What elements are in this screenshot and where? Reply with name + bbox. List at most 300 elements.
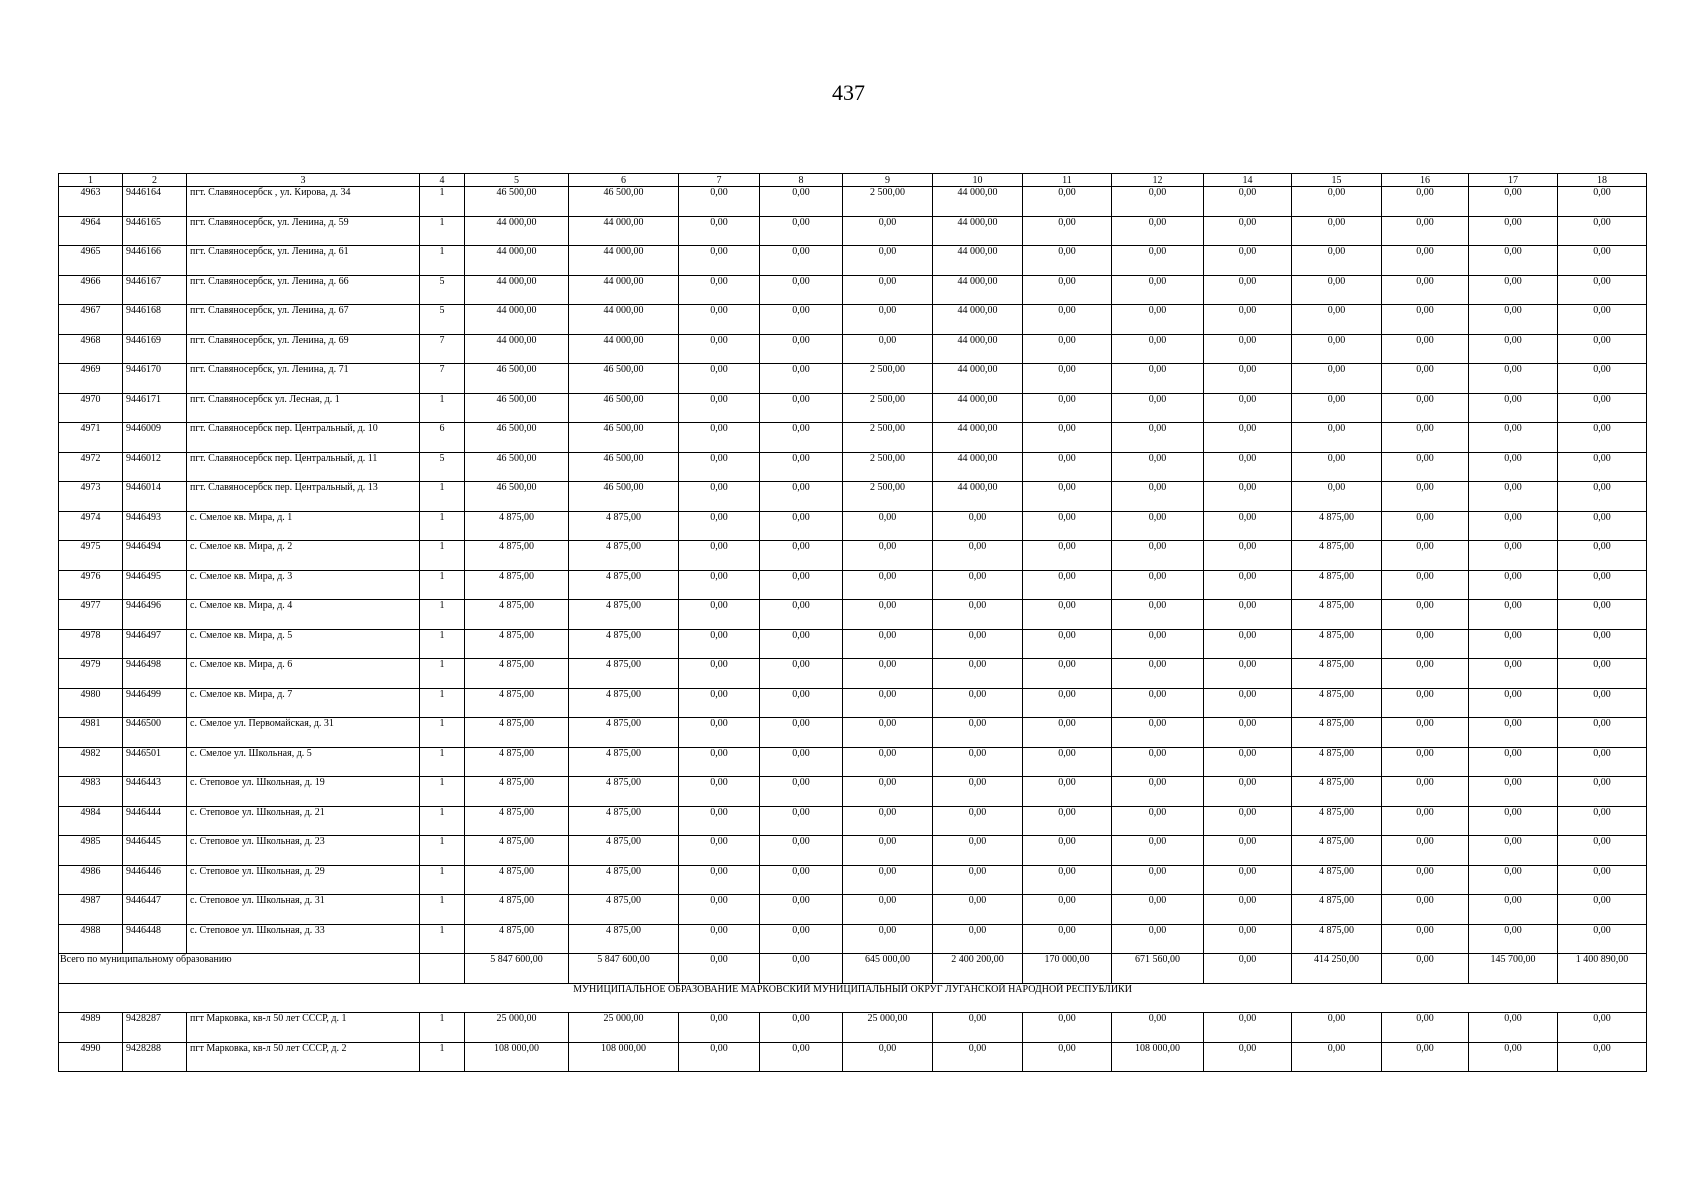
- value-cell: 108 000,00: [465, 1042, 569, 1072]
- value-cell: 0,00: [1382, 423, 1469, 453]
- value-cell: 0,00: [760, 659, 843, 689]
- table-row: [59, 364, 1647, 394]
- value-cell: 1: [420, 393, 465, 423]
- total-value-cell: 0,00: [760, 954, 843, 984]
- value-cell: 46 500,00: [569, 364, 679, 394]
- value-cell: 25 000,00: [465, 1013, 569, 1043]
- value-cell: 46 500,00: [569, 187, 679, 217]
- value-cell: 0,00: [1023, 659, 1112, 689]
- row-number-cell: 4984: [59, 806, 123, 836]
- value-cell: 4 875,00: [569, 688, 679, 718]
- value-cell: 0,00: [1292, 364, 1382, 394]
- value-cell: 0,00: [1382, 747, 1469, 777]
- row-number-cell: 4983: [59, 777, 123, 807]
- value-cell: 0,00: [1023, 747, 1112, 777]
- value-cell: 0,00: [760, 393, 843, 423]
- value-cell: 44 000,00: [465, 246, 569, 276]
- address-cell: с. Смелое кв. Мира, д. 1: [187, 511, 420, 541]
- code-cell: 9446448: [123, 924, 187, 954]
- value-cell: 0,00: [1112, 423, 1204, 453]
- value-cell: 4 875,00: [569, 511, 679, 541]
- value-cell: 0,00: [679, 334, 760, 364]
- value-cell: 4 875,00: [569, 570, 679, 600]
- address-cell: с. Степовое ул. Школьная, д. 31: [187, 895, 420, 925]
- table-row: [59, 393, 1647, 423]
- value-cell: 0,00: [1023, 216, 1112, 246]
- value-cell: 0,00: [1204, 452, 1292, 482]
- value-cell: 0,00: [1469, 393, 1558, 423]
- value-cell: 0,00: [1023, 275, 1112, 305]
- value-cell: 0,00: [1023, 806, 1112, 836]
- value-cell: 44 000,00: [465, 305, 569, 335]
- value-cell: 1: [420, 777, 465, 807]
- value-cell: 2 500,00: [843, 393, 933, 423]
- value-cell: 0,00: [679, 1042, 760, 1072]
- value-cell: 0,00: [1558, 1042, 1647, 1072]
- value-cell: 0,00: [760, 777, 843, 807]
- column-header: 15: [1292, 174, 1382, 187]
- value-cell: 0,00: [1469, 718, 1558, 748]
- code-cell: 9446498: [123, 659, 187, 689]
- value-cell: 4 875,00: [465, 688, 569, 718]
- row-number-cell: 4990: [59, 1042, 123, 1072]
- value-cell: 0,00: [1558, 246, 1647, 276]
- value-cell: 1: [420, 895, 465, 925]
- section-title-row: [59, 983, 1647, 1013]
- value-cell: 0,00: [1112, 718, 1204, 748]
- value-cell: 0,00: [843, 334, 933, 364]
- value-cell: 0,00: [1112, 305, 1204, 335]
- value-cell: 46 500,00: [569, 452, 679, 482]
- value-cell: 0,00: [1469, 1013, 1558, 1043]
- value-cell: 0,00: [1023, 1042, 1112, 1072]
- code-cell: 9446443: [123, 777, 187, 807]
- value-cell: 44 000,00: [933, 246, 1023, 276]
- address-cell: с. Степовое ул. Школьная, д. 29: [187, 865, 420, 895]
- value-cell: 0,00: [933, 541, 1023, 571]
- table-row: [59, 747, 1647, 777]
- value-cell: 0,00: [760, 364, 843, 394]
- value-cell: 0,00: [760, 570, 843, 600]
- value-cell: 0,00: [843, 659, 933, 689]
- value-cell: 0,00: [1469, 865, 1558, 895]
- value-cell: 0,00: [1023, 570, 1112, 600]
- value-cell: 0,00: [933, 895, 1023, 925]
- value-cell: 0,00: [1112, 629, 1204, 659]
- value-cell: 0,00: [1382, 777, 1469, 807]
- address-cell: пгт Марковка, кв-л 50 лет СССР, д. 2: [187, 1042, 420, 1072]
- value-cell: 0,00: [760, 187, 843, 217]
- value-cell: 0,00: [1292, 275, 1382, 305]
- value-cell: 0,00: [1382, 1042, 1469, 1072]
- code-cell: 9446165: [123, 216, 187, 246]
- value-cell: 0,00: [1558, 364, 1647, 394]
- row-number-cell: 4972: [59, 452, 123, 482]
- value-cell: 4 875,00: [569, 629, 679, 659]
- value-cell: 0,00: [1292, 305, 1382, 335]
- value-cell: 0,00: [679, 216, 760, 246]
- row-number-cell: 4973: [59, 482, 123, 512]
- value-cell: 0,00: [1558, 865, 1647, 895]
- value-cell: 4 875,00: [465, 659, 569, 689]
- value-cell: 0,00: [1023, 865, 1112, 895]
- value-cell: 0,00: [760, 1042, 843, 1072]
- value-cell: 0,00: [1204, 305, 1292, 335]
- value-cell: 4 875,00: [569, 718, 679, 748]
- value-cell: 0,00: [1558, 806, 1647, 836]
- column-header: 14: [1204, 174, 1292, 187]
- value-cell: 0,00: [760, 246, 843, 276]
- value-cell: 4 875,00: [465, 541, 569, 571]
- value-cell: 0,00: [1558, 924, 1647, 954]
- value-cell: 0,00: [1558, 482, 1647, 512]
- value-cell: 0,00: [843, 216, 933, 246]
- table-row: [59, 511, 1647, 541]
- value-cell: 0,00: [1382, 1013, 1469, 1043]
- value-cell: 0,00: [1469, 246, 1558, 276]
- value-cell: 0,00: [760, 747, 843, 777]
- address-cell: с. Смелое кв. Мира, д. 6: [187, 659, 420, 689]
- value-cell: 0,00: [933, 747, 1023, 777]
- value-cell: 0,00: [1382, 364, 1469, 394]
- value-cell: 4 875,00: [569, 924, 679, 954]
- column-header: 5: [465, 174, 569, 187]
- value-cell: 0,00: [1112, 865, 1204, 895]
- value-cell: 0,00: [679, 629, 760, 659]
- value-cell: 0,00: [1204, 747, 1292, 777]
- value-cell: 0,00: [1469, 187, 1558, 217]
- value-cell: 0,00: [1112, 246, 1204, 276]
- value-cell: 0,00: [1292, 452, 1382, 482]
- value-cell: 1: [420, 600, 465, 630]
- value-cell: 0,00: [1204, 688, 1292, 718]
- value-cell: 0,00: [933, 659, 1023, 689]
- value-cell: 0,00: [1558, 629, 1647, 659]
- row-number-cell: 4985: [59, 836, 123, 866]
- value-cell: 0,00: [1382, 924, 1469, 954]
- value-cell: 0,00: [1112, 777, 1204, 807]
- value-cell: 0,00: [1204, 187, 1292, 217]
- table-row: [59, 600, 1647, 630]
- value-cell: 0,00: [1112, 836, 1204, 866]
- table-row: [59, 246, 1647, 276]
- page-number: 437: [832, 80, 865, 105]
- value-cell: 0,00: [1023, 187, 1112, 217]
- value-cell: 0,00: [1204, 364, 1292, 394]
- value-cell: 0,00: [1558, 305, 1647, 335]
- value-cell: 0,00: [843, 275, 933, 305]
- column-header: 9: [843, 174, 933, 187]
- address-cell: с. Смелое ул. Школьная, д. 5: [187, 747, 420, 777]
- total-label: Всего по муниципальному образованию: [59, 954, 420, 984]
- value-cell: 0,00: [760, 718, 843, 748]
- value-cell: 0,00: [1204, 659, 1292, 689]
- value-cell: 0,00: [1292, 423, 1382, 453]
- value-cell: 0,00: [1112, 924, 1204, 954]
- column-header: 1: [59, 174, 123, 187]
- value-cell: 0,00: [1023, 452, 1112, 482]
- value-cell: 0,00: [679, 187, 760, 217]
- value-cell: 0,00: [760, 305, 843, 335]
- value-cell: 44 000,00: [569, 246, 679, 276]
- row-number-cell: 4980: [59, 688, 123, 718]
- value-cell: 0,00: [1204, 718, 1292, 748]
- value-cell: 44 000,00: [569, 305, 679, 335]
- value-cell: 0,00: [1469, 600, 1558, 630]
- value-cell: 0,00: [679, 895, 760, 925]
- value-cell: 0,00: [1382, 659, 1469, 689]
- value-cell: 4 875,00: [465, 777, 569, 807]
- registry-table: [58, 173, 1647, 1072]
- value-cell: 0,00: [1023, 777, 1112, 807]
- value-cell: 0,00: [760, 836, 843, 866]
- value-cell: 0,00: [760, 895, 843, 925]
- value-cell: 4 875,00: [465, 806, 569, 836]
- value-cell: 4 875,00: [569, 600, 679, 630]
- value-cell: 1: [420, 216, 465, 246]
- total-value-cell: 645 000,00: [843, 954, 933, 984]
- code-cell: 9446499: [123, 688, 187, 718]
- value-cell: 0,00: [933, 1042, 1023, 1072]
- value-cell: 0,00: [1382, 511, 1469, 541]
- value-cell: 0,00: [1558, 452, 1647, 482]
- value-cell: 44 000,00: [933, 452, 1023, 482]
- column-header: 3: [187, 174, 420, 187]
- value-cell: 44 000,00: [933, 423, 1023, 453]
- value-cell: 44 000,00: [933, 305, 1023, 335]
- value-cell: 0,00: [1469, 541, 1558, 571]
- value-cell: 0,00: [1023, 688, 1112, 718]
- value-cell: 0,00: [1558, 423, 1647, 453]
- value-cell: 0,00: [1558, 600, 1647, 630]
- value-cell: 0,00: [1469, 688, 1558, 718]
- value-cell: 44 000,00: [933, 393, 1023, 423]
- value-cell: 0,00: [679, 688, 760, 718]
- value-cell: 1: [420, 541, 465, 571]
- value-cell: 0,00: [1023, 924, 1112, 954]
- address-cell: пгт. Славяносербск пер. Центральный, д. 11: [187, 452, 420, 482]
- value-cell: 0,00: [1204, 482, 1292, 512]
- value-cell: 0,00: [1023, 836, 1112, 866]
- value-cell: 4 875,00: [1292, 806, 1382, 836]
- row-number-cell: 4978: [59, 629, 123, 659]
- row-number-cell: 4967: [59, 305, 123, 335]
- value-cell: 0,00: [679, 777, 760, 807]
- table-row: [59, 806, 1647, 836]
- value-cell: 44 000,00: [569, 334, 679, 364]
- value-cell: 0,00: [679, 393, 760, 423]
- value-cell: 0,00: [1023, 1013, 1112, 1043]
- value-cell: 0,00: [1382, 305, 1469, 335]
- value-cell: 0,00: [679, 1013, 760, 1043]
- address-cell: с. Степовое ул. Школьная, д. 23: [187, 836, 420, 866]
- value-cell: 0,00: [1204, 895, 1292, 925]
- value-cell: 4 875,00: [569, 895, 679, 925]
- value-cell: 0,00: [1112, 452, 1204, 482]
- value-cell: 0,00: [933, 718, 1023, 748]
- value-cell: 0,00: [760, 216, 843, 246]
- value-cell: 0,00: [1292, 187, 1382, 217]
- value-cell: 0,00: [1204, 806, 1292, 836]
- value-cell: 0,00: [843, 305, 933, 335]
- code-cell: 9446447: [123, 895, 187, 925]
- column-header: 16: [1382, 174, 1469, 187]
- address-cell: пгт. Славяносербск, ул. Ленина, д. 71: [187, 364, 420, 394]
- value-cell: 0,00: [843, 924, 933, 954]
- value-cell: 0,00: [1382, 246, 1469, 276]
- table-row: [59, 924, 1647, 954]
- value-cell: 0,00: [933, 806, 1023, 836]
- value-cell: 0,00: [679, 570, 760, 600]
- code-cell: 9446445: [123, 836, 187, 866]
- value-cell: 0,00: [1382, 836, 1469, 866]
- value-cell: 0,00: [1469, 364, 1558, 394]
- value-cell: 0,00: [1469, 659, 1558, 689]
- section-title: МУНИЦИПАЛЬНОЕ ОБРАЗОВАНИЕ МАРКОВСКИЙ МУНИЦИПАЛЬНЫЙ ОКРУГ ЛУГАНСКОЙ НАРОДНОЙ РЕСПУБЛИКИ: [59, 983, 1647, 1013]
- value-cell: 0,00: [1558, 541, 1647, 571]
- value-cell: 0,00: [1204, 423, 1292, 453]
- table-row: [59, 1013, 1647, 1043]
- value-cell: 1: [420, 836, 465, 866]
- value-cell: 0,00: [843, 895, 933, 925]
- table-row: [59, 777, 1647, 807]
- value-cell: 44 000,00: [569, 275, 679, 305]
- value-cell: 44 000,00: [933, 216, 1023, 246]
- address-cell: с. Смелое кв. Мира, д. 3: [187, 570, 420, 600]
- value-cell: 4 875,00: [1292, 629, 1382, 659]
- value-cell: 0,00: [843, 570, 933, 600]
- value-cell: 0,00: [1112, 747, 1204, 777]
- value-cell: 0,00: [1558, 895, 1647, 925]
- value-cell: 1: [420, 718, 465, 748]
- value-cell: 0,00: [1382, 452, 1469, 482]
- code-cell: 9446494: [123, 541, 187, 571]
- row-number-cell: 4965: [59, 246, 123, 276]
- value-cell: 0,00: [1382, 275, 1469, 305]
- value-cell: 4 875,00: [569, 865, 679, 895]
- value-cell: 0,00: [1023, 393, 1112, 423]
- value-cell: 0,00: [843, 865, 933, 895]
- code-cell: 9446500: [123, 718, 187, 748]
- value-cell: 44 000,00: [933, 275, 1023, 305]
- value-cell: 0,00: [1292, 1013, 1382, 1043]
- value-cell: 0,00: [1558, 718, 1647, 748]
- value-cell: 0,00: [1204, 924, 1292, 954]
- row-number-cell: 4974: [59, 511, 123, 541]
- table-row: [59, 659, 1647, 689]
- code-cell: 9446495: [123, 570, 187, 600]
- value-cell: 0,00: [1112, 688, 1204, 718]
- total-value-cell: 0,00: [1382, 954, 1469, 984]
- value-cell: 1: [420, 688, 465, 718]
- value-cell: 1: [420, 747, 465, 777]
- value-cell: 0,00: [679, 600, 760, 630]
- value-cell: 0,00: [1023, 482, 1112, 512]
- row-number-cell: 4970: [59, 393, 123, 423]
- table-row: [59, 629, 1647, 659]
- address-cell: с. Смелое кв. Мира, д. 5: [187, 629, 420, 659]
- address-cell: с. Степовое ул. Школьная, д. 19: [187, 777, 420, 807]
- value-cell: 46 500,00: [569, 423, 679, 453]
- value-cell: 0,00: [1204, 777, 1292, 807]
- value-cell: 1: [420, 246, 465, 276]
- value-cell: 0,00: [760, 482, 843, 512]
- table-row: [59, 275, 1647, 305]
- value-cell: 0,00: [843, 688, 933, 718]
- value-cell: 0,00: [933, 600, 1023, 630]
- value-cell: 0,00: [1023, 246, 1112, 276]
- value-cell: 0,00: [1382, 393, 1469, 423]
- value-cell: 0,00: [1112, 895, 1204, 925]
- value-cell: 0,00: [1558, 747, 1647, 777]
- value-cell: 4 875,00: [465, 895, 569, 925]
- value-cell: 46 500,00: [465, 423, 569, 453]
- value-cell: 0,00: [1558, 216, 1647, 246]
- table-row: [59, 187, 1647, 217]
- value-cell: 0,00: [1204, 334, 1292, 364]
- total-value-cell: 5 847 600,00: [569, 954, 679, 984]
- value-cell: 4 875,00: [465, 747, 569, 777]
- value-cell: 1: [420, 1013, 465, 1043]
- value-cell: 0,00: [843, 836, 933, 866]
- row-number-cell: 4987: [59, 895, 123, 925]
- row-number-cell: 4975: [59, 541, 123, 571]
- address-cell: пгт. Славяносербск, ул. Ленина, д. 59: [187, 216, 420, 246]
- value-cell: 0,00: [760, 806, 843, 836]
- value-cell: 46 500,00: [465, 364, 569, 394]
- value-cell: 0,00: [1469, 482, 1558, 512]
- value-cell: 0,00: [843, 541, 933, 571]
- value-cell: 4 875,00: [1292, 570, 1382, 600]
- value-cell: 6: [420, 423, 465, 453]
- value-cell: 0,00: [760, 600, 843, 630]
- table-row: [59, 482, 1647, 512]
- value-cell: 0,00: [1112, 334, 1204, 364]
- value-cell: 0,00: [1469, 895, 1558, 925]
- column-header: 4: [420, 174, 465, 187]
- value-cell: 0,00: [1023, 305, 1112, 335]
- value-cell: 0,00: [843, 511, 933, 541]
- address-cell: пгт. Славяносербск пер. Центральный, д. 10: [187, 423, 420, 453]
- value-cell: 4 875,00: [1292, 895, 1382, 925]
- value-cell: 0,00: [1292, 246, 1382, 276]
- value-cell: 4 875,00: [1292, 511, 1382, 541]
- value-cell: 4 875,00: [1292, 718, 1382, 748]
- value-cell: 0,00: [1382, 482, 1469, 512]
- code-cell: 9446167: [123, 275, 187, 305]
- total-value-cell: 0,00: [679, 954, 760, 984]
- column-header: 8: [760, 174, 843, 187]
- value-cell: 0,00: [679, 423, 760, 453]
- table-body: [59, 174, 1647, 1072]
- value-cell: 0,00: [1469, 305, 1558, 335]
- value-cell: 4 875,00: [1292, 659, 1382, 689]
- table-row: [59, 305, 1647, 335]
- value-cell: 0,00: [1382, 570, 1469, 600]
- address-cell: пгт. Славяносербск, ул. Ленина, д. 69: [187, 334, 420, 364]
- value-cell: 0,00: [843, 1042, 933, 1072]
- value-cell: 2 500,00: [843, 482, 933, 512]
- value-cell: 0,00: [843, 777, 933, 807]
- value-cell: 0,00: [1469, 511, 1558, 541]
- value-cell: 1: [420, 1042, 465, 1072]
- code-cell: 9446497: [123, 629, 187, 659]
- value-cell: 0,00: [1382, 600, 1469, 630]
- value-cell: 2 500,00: [843, 452, 933, 482]
- value-cell: 4 875,00: [465, 570, 569, 600]
- value-cell: 0,00: [760, 1013, 843, 1043]
- value-cell: 0,00: [1112, 216, 1204, 246]
